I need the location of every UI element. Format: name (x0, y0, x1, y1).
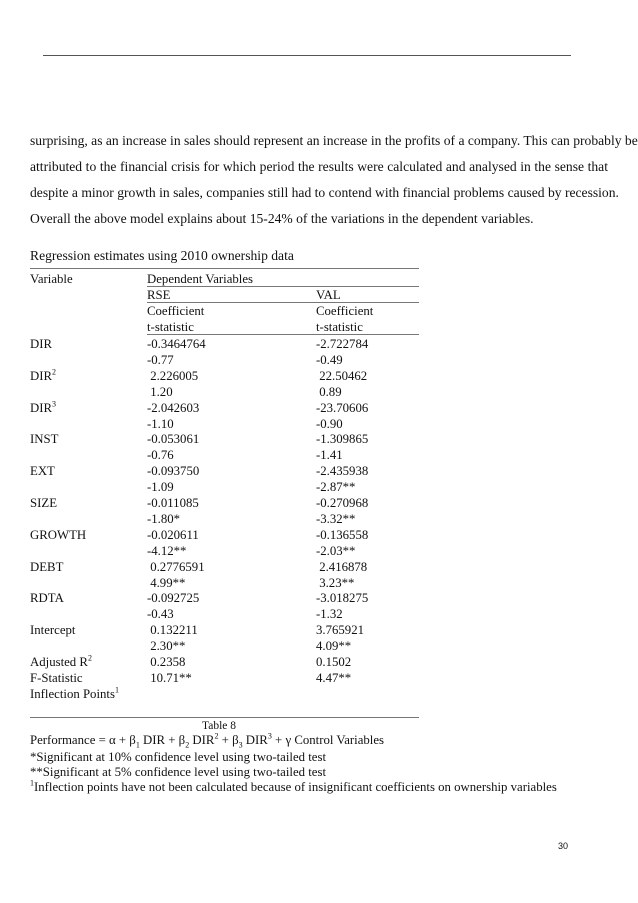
rse-t-statistic: 4.99** (147, 575, 186, 590)
val-coefficient: -0.270968 (316, 496, 369, 510)
col-header-val: VAL (316, 288, 341, 302)
val-coefficient: -1.309865 (316, 432, 369, 447)
val-t-statistic: -0.90 (316, 416, 343, 431)
paragraph-line: Overall the above model explains about 15-24% of the variations in the dependent variables. (30, 211, 534, 226)
val-t-statistic: -1.41 (316, 448, 343, 463)
rse-coefficient: -2.042603 (147, 400, 200, 415)
table-caption: Table 8 (202, 720, 237, 732)
header-bottom-rule (147, 334, 419, 335)
val-t-statistic: -0.49 (316, 352, 343, 367)
significance-note-5: **Significant at 5% confidence level using two-tailed test (30, 765, 327, 779)
rse-t-statistic: -1.09 (147, 480, 174, 495)
header-rule (43, 55, 571, 56)
rse-coefficient: -0.092725 (147, 591, 200, 606)
table-row-variable (30, 464, 55, 479)
val-stat: 4.47** (316, 670, 352, 685)
rse-t-statistic: -4.12** (147, 543, 187, 558)
rse-coefficient: -0.011085 (147, 496, 199, 510)
body-paragraph (30, 128, 638, 232)
val-t-statistic: -3.32** (316, 511, 356, 526)
rse-coefficient: -0.093750 (147, 464, 200, 479)
val-coefficient: 22.50462 (316, 368, 368, 383)
val-coefficient: 2.416878 (316, 559, 368, 574)
col-header-t-rse: t-statistic (147, 320, 194, 334)
col-header-coef-rse: Coefficient (147, 304, 205, 318)
col-header-dependent: Dependent Variables (147, 272, 254, 286)
variable-exponent: 1 (114, 685, 119, 695)
table-row-variable (30, 337, 52, 352)
variable-name: GROWTH (30, 527, 87, 542)
table-row-variable (30, 401, 56, 416)
stat-row-label (30, 671, 83, 686)
rse-coefficient: -0.3464764 (147, 337, 206, 351)
val-coefficient: -23.70606 (316, 400, 369, 415)
variable-name: INST (30, 432, 59, 447)
rse-coefficient: 0.2776591 (147, 559, 205, 574)
rse-coefficient: -0.053061 (147, 432, 200, 447)
val-t-statistic: -2.87** (316, 480, 356, 495)
rse-t-statistic: -0.76 (147, 448, 174, 463)
variable-name: DIR (30, 400, 53, 415)
table-bottom-rule (30, 717, 419, 718)
rse-t-statistic: 1.20 (147, 384, 173, 399)
val-t-statistic: 0.89 (316, 384, 342, 399)
paragraph-line: despite a minor growth in sales, companies still had to contend with financial problems caused by recession. (30, 185, 619, 200)
val-stat: 0.1502 (316, 655, 352, 669)
stat-row-label (30, 655, 92, 670)
model-equation: Performance = $\alpha + \beta_1$ DIR + $\beta_2$ $DIR^2 + \beta_3$ $DIR^3 + \gamma$ Control Variables (30, 731, 384, 750)
subheader-rule (147, 302, 419, 303)
variable-name: RDTA (30, 591, 64, 606)
variable-exponent: 3 (52, 399, 57, 409)
rse-t-statistic: -1.80* (147, 511, 181, 526)
col-header-variable: Variable (30, 272, 73, 286)
val-coefficient: 3.765921 (316, 623, 364, 638)
variable-name: DEBT (30, 559, 64, 574)
col-header-t-val: t-statistic (316, 320, 363, 334)
variable-name: Inflection Points (30, 686, 115, 701)
table-row-variable (30, 591, 64, 606)
rse-stat: 0.2358 (147, 655, 186, 669)
rse-coefficient: -0.020611 (147, 527, 199, 542)
variable-name: Intercept (30, 623, 76, 638)
rse-t-statistic: -0.77 (147, 352, 174, 367)
table-row-variable (30, 623, 75, 638)
page-number: 30 (558, 841, 569, 851)
col-header-rse: RSE (147, 288, 171, 302)
rse-t-statistic: -0.43 (147, 607, 174, 622)
val-coefficient: -2.435938 (316, 464, 369, 479)
rse-coefficient: 2.226005 (147, 368, 199, 383)
variable-exponent: 2 (87, 653, 92, 663)
table-title: Regression estimates using 2010 ownership data (30, 248, 294, 263)
val-t-statistic: 4.09** (316, 639, 352, 654)
val-coefficient: -0.136558 (316, 527, 369, 542)
val-t-statistic: -2.03** (316, 543, 356, 558)
variable-name: EXT (30, 464, 55, 479)
variable-exponent: 2 (52, 367, 57, 377)
table-row-variable (30, 496, 57, 511)
table-row-variable (30, 560, 63, 575)
table-row-variable (30, 528, 86, 543)
stat-row-label (30, 687, 119, 702)
val-t-statistic: -1.32 (316, 607, 343, 622)
variable-name: DIR (30, 337, 53, 351)
val-coefficient: -2.722784 (316, 337, 369, 351)
paragraph-line: attributed to the financial crisis for which period the results were calculated and analysed in the sense that (30, 159, 608, 174)
col-header-coef-val: Coefficient (316, 304, 374, 318)
variable-name: F-Statistic (30, 670, 83, 685)
significance-note-10: *Significant at 10% confidence level using two-tailed test (30, 750, 327, 764)
table-row-variable (30, 432, 58, 447)
variable-name: SIZE (30, 496, 58, 510)
rse-stat: 10.71** (147, 670, 192, 685)
table-row-variable (30, 369, 56, 384)
table-footnote: $^1$Inflection points have not been calculated because of insignificant coefficients on ownership variables (30, 778, 557, 794)
dependent-rule (147, 286, 419, 287)
val-t-statistic: 3.23** (316, 575, 355, 590)
variable-name: DIR (30, 368, 53, 383)
rse-t-statistic: 2.30** (147, 639, 186, 654)
val-coefficient: -3.018275 (316, 591, 369, 606)
rse-coefficient: 0.132211 (147, 623, 198, 638)
rse-t-statistic: -1.10 (147, 416, 174, 431)
paragraph-line: surprising, as an increase in sales should represent an increase in the profits of a company. This can probably be (30, 133, 638, 148)
table-top-rule (30, 268, 419, 269)
variable-name: Adjusted R (30, 655, 88, 669)
